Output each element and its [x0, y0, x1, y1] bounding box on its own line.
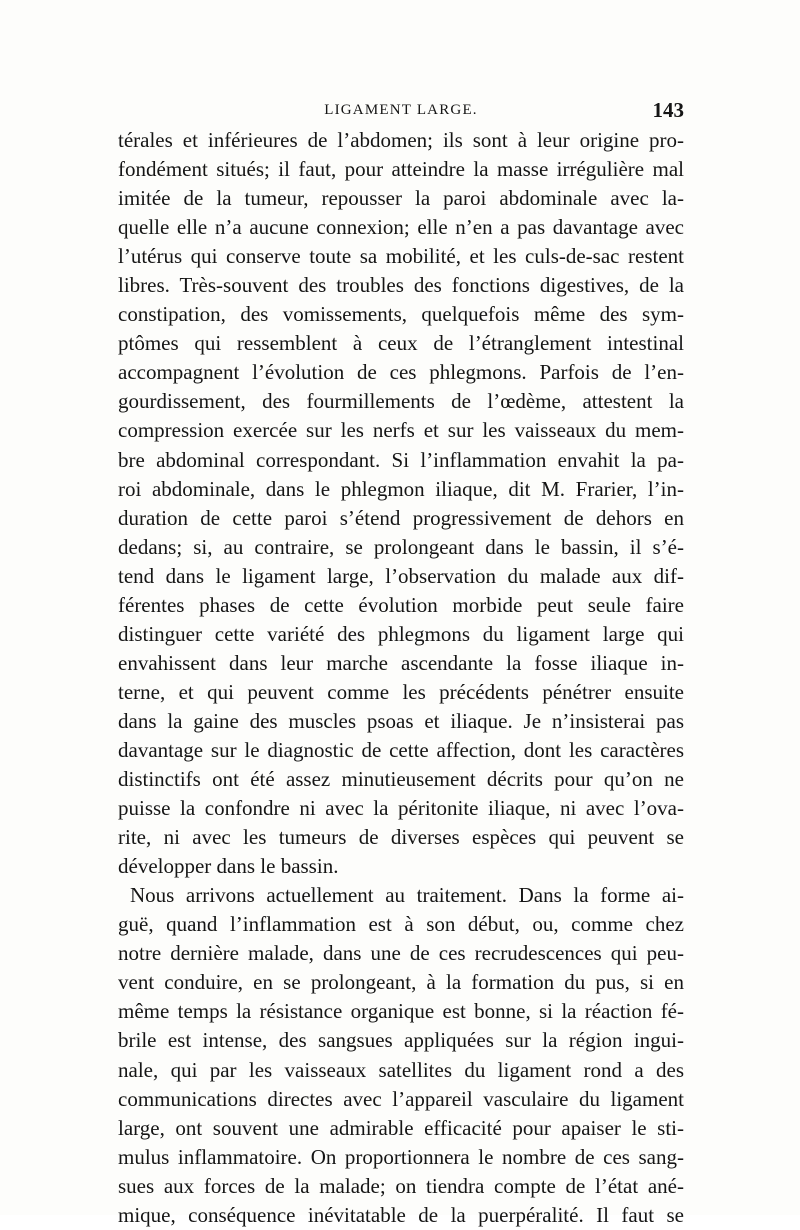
page-number: 143: [652, 98, 684, 122]
text-line: dedans; si, au contraire, se prolongeant dans le bassin, il s’é-: [118, 534, 684, 559]
text-line: imitée de la tumeur, repousser la paroi abdominale avec la-: [118, 186, 684, 211]
text-line: férentes phases de cette évolution morbide peut seule faire: [118, 592, 684, 617]
text-line: térales et inférieures de l’abdomen; ils sont à leur origine pro-: [118, 128, 684, 152]
text-line: compression exercée sur les nerfs et sur les vaisseaux du mem-: [118, 418, 684, 443]
text-line: constipation, des vomissements, quelquefois même des sym-: [118, 302, 684, 327]
text-line: bre abdominal correspondant. Si l’inflammation envahit la pa-: [118, 447, 684, 472]
text-line: fondément situés; il faut, pour atteindre la masse irrégulière mal: [118, 157, 684, 182]
text-line: terne, et qui peuvent comme les précédents pénétrer ensuite: [118, 679, 684, 704]
text-line: vent conduire, en se prolongeant, à la formation du pus, si en: [118, 970, 684, 995]
text-line: envahissent dans leur marche ascendante la fosse iliaque in-: [118, 650, 684, 675]
text-line: ptômes qui ressemblent à ceux de l’étranglement intestinal: [118, 331, 684, 356]
running-header: [118, 98, 684, 122]
text-line: rite, ni avec les tumeurs de diverses espèces qui peuvent se: [118, 825, 684, 850]
text-line: puisse la confondre ni avec la péritonite iliaque, ni avec l’ova-: [118, 796, 684, 821]
text-line: même temps la résistance organique est bonne, si la réaction fé-: [118, 999, 684, 1024]
text-line: distinctifs ont été assez minutieusement décrits pour qu’on ne: [118, 767, 684, 792]
text-line: dans la gaine des muscles psoas et iliaque. Je n’insisterai pas: [118, 708, 684, 733]
text-line: mulus inflammatoire. On proportionnera le nombre de ces sang-: [118, 1144, 684, 1169]
text-line: sues aux forces de la malade; on tiendra compte de l’état ané-: [118, 1173, 684, 1198]
text-line: quelle elle n’a aucune connexion; elle n’en a pas davantage avec: [118, 215, 684, 240]
text-line: mique, conséquence inévitatable de la puerpéralité. Il faut se: [118, 1202, 684, 1227]
running-title: LIGAMENT LARGE.: [324, 102, 478, 118]
text-line: duration de cette paroi s’étend progressivement de dehors en: [118, 505, 684, 530]
paragraph-start-line: Nous arrivons actuellement au traitement. Dans la forme ai-: [130, 883, 684, 908]
text-line: accompagnent l’évolution de ces phlegmons. Parfois de l’en-: [118, 360, 684, 385]
text-line: roi abdominale, dans le phlegmon iliaque, dit M. Frarier, l’in-: [118, 476, 684, 501]
text-line: notre dernière malade, dans une de ces recrudescences qui peu-: [118, 941, 684, 966]
text-line: davantage sur le diagnostic de cette affection, dont les caractères: [118, 737, 684, 762]
text-line: distinguer cette variété des phlegmons du ligament large qui: [118, 621, 684, 646]
text-line: tend dans le ligament large, l’observation du malade aux dif-: [118, 563, 684, 588]
body-text: [118, 126, 684, 1230]
text-line: large, ont souvent une admirable efficacité pour apaiser le sti-: [118, 1115, 684, 1140]
text-line: guë, quand l’inflammation est à son début, ou, comme chez: [118, 912, 684, 937]
text-line: nale, qui par les vaisseaux satellites du ligament rond a des: [118, 1057, 684, 1082]
text-line: brile est intense, des sangsues appliquées sur la région ingui-: [118, 1028, 684, 1053]
text-line: communications directes avec l’appareil vasculaire du ligament: [118, 1086, 684, 1111]
text-line: l’utérus qui conserve toute sa mobilité, et les culs-de-sac restent: [118, 244, 684, 269]
paragraph-end-line: développer dans le bassin.: [118, 854, 339, 879]
text-line: gourdissement, des fourmillements de l’œdème, attestent la: [118, 389, 684, 414]
text-line: libres. Très-souvent des troubles des fonctions digestives, de la: [118, 273, 684, 298]
